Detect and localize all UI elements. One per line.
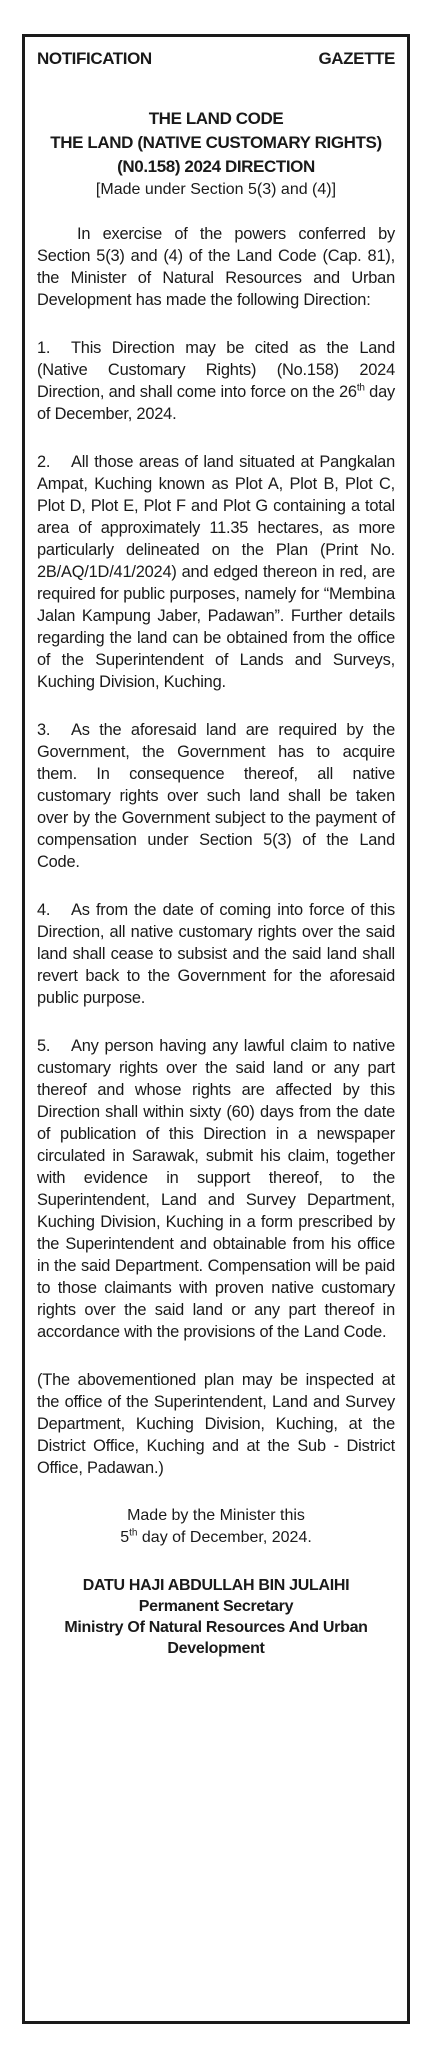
ministry-name-line-1: Ministry Of Natural Resources And Urban (64, 1619, 368, 1636)
made-under-note: [Made under Section 5(3) and (4)] (95, 181, 337, 198)
made-by-date-rest: day of December, 2024. (137, 1529, 312, 1546)
title-block (37, 107, 395, 179)
section-number: 3. (37, 721, 51, 739)
section-number: 4. (37, 901, 51, 919)
header-row (37, 49, 395, 69)
signature-block (37, 1575, 395, 1659)
section-number: 1. (37, 339, 51, 357)
section-text: Any person having any lawful claim to native customary rights over the said land or any part thereof and whose rights are affected by this Direction shall within sixty (60) days from the date of publication of this Direction in a newspaper circulated in Sarawak, submit his claim, together with evidence in support thereof, to the Superintendent, Land and Survey Department, Kuching Division, Kuching in a form prescribed by the Superintendent and obtainable from his office in the said Department. Compensation will be paid to those claimants with proven native customary rights over the said land or any part thereof in accordance with the provisions of the Land Code. (37, 1037, 395, 1341)
section-5 (37, 1035, 395, 1343)
section-1 (37, 337, 395, 425)
section-text: As the aforesaid land are required by the Government, the Government has to acquire them. In consequence thereof, all native customary rights over such land shall be taken over by the Government subject to the payment of compensation under Section 5(3) of the Land Code. (37, 721, 395, 871)
title-direction-number: (N0.158) 2024 DIRECTION (117, 157, 315, 176)
section-number: 2. (37, 453, 51, 471)
ordinal-suffix: th (356, 382, 365, 394)
signatory-name: DATU HAJI ABDULLAH BIN JULAIHI (82, 1577, 350, 1594)
notice-content (37, 49, 395, 2011)
section-text-end: day of December, 2024. (37, 383, 395, 423)
section-4 (37, 899, 395, 1009)
title-direction-name: THE LAND (NATIVE CUSTOMARY RIGHTS) (50, 133, 382, 152)
made-by-date (37, 1527, 395, 1549)
notice-frame (22, 34, 410, 2024)
made-by-line: Made by the Minister this (127, 1507, 305, 1524)
header-gazette-label: GAZETTE (318, 49, 395, 68)
title-land-code: THE LAND CODE (148, 109, 284, 128)
section-3 (37, 719, 395, 873)
ministry-name-line-2: Development (167, 1640, 265, 1657)
header-notification-label: NOTIFICATION (37, 49, 152, 68)
section-number: 5. (37, 1037, 51, 1055)
section-text: All those areas of land situated at Pangkalan Ampat, Kuching known as Plot A, Plot B, Plot C, Plot D, Plot E, Plot F and Plot G containing a total area of approximately 11.35 hectares, as more particularly delineated on the Plan (Print No. 2B/AQ/1D/41/2024) and edged thereon in red, are required for public purposes, namely for “Membina Jalan Kampung Jaber, Padawan”. Further details regarding the land can be obtained from the office of the Superintendent of Lands and Surveys, Kuching Division, Kuching. (37, 453, 395, 691)
signatory-title: Permanent Secretary (138, 1598, 294, 1615)
section-text: This Direction may be cited as the Land (Native Customary Rights) (No.158) 2024 Direction, and shall come into force on the 26 (37, 339, 395, 401)
made-by-day-suffix: th (129, 1527, 138, 1539)
section-2 (37, 451, 395, 693)
made-by-day: 5 (120, 1529, 130, 1546)
intro-paragraph: In exercise of the powers conferred by Section 5(3) and (4) of the Land Code (Cap. 81), the Minister of Natural Resources and Urban Development has made the following Direction: (37, 225, 395, 309)
made-by-block (37, 1505, 395, 1549)
section-text: As from the date of coming into force of this Direction, all native customary rights over the said land shall cease to subsist and the said land shall revert back to the Government for the aforesaid public purpose. (37, 901, 395, 1007)
inspection-note: (The abovementioned plan may be inspected at the office of the Superintendent, Land and Survey Department, Kuching Division, Kuching, at the District Office, Kuching and at the Sub - District Office, Padawan.) (37, 1371, 395, 1477)
